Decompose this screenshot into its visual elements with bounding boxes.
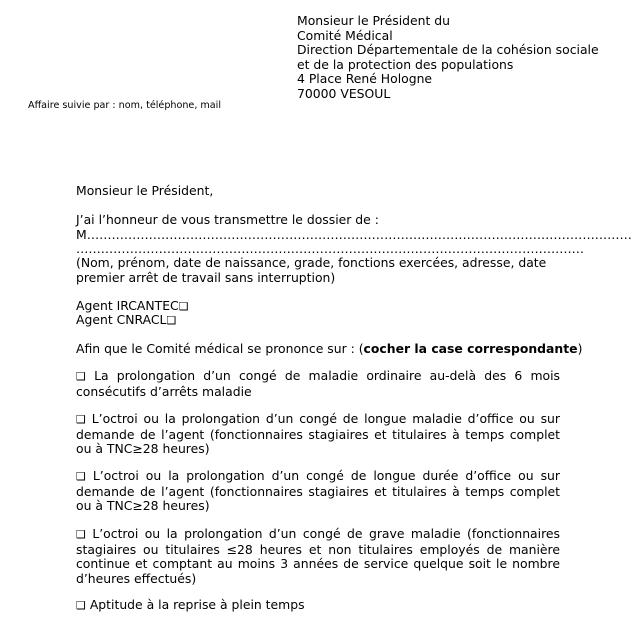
- recipient-line: et de la protection des populations: [297, 56, 514, 72]
- intro-line: J’ai l’honneur de vous transmettre le dossier de :: [76, 212, 379, 227]
- checkbox-option-3[interactable]: ❑: [76, 470, 86, 483]
- checkbox-ircantec[interactable]: ❑: [178, 300, 189, 313]
- checkbox-option-5[interactable]: ❑: [76, 599, 86, 612]
- recipient-line: Direction Départementale de la cohésion sociale: [297, 42, 599, 57]
- agent-cnracl-label: Agent CNRACL: [76, 312, 167, 327]
- option-longue-maladie: ❑ L’octroi ou la prolongation d’un congé de longue maladie d’office ou sur demande de l’agent (fonctionnaires stagiaires et titulaires à temps complet ou à TNC≥28 heures): [76, 411, 560, 457]
- affaire-suivie: Affaire suivie par : nom, téléphone, mail: [28, 100, 221, 111]
- details-hint: (Nom, prénom, date de naissance, grade, fonctions exercées, adresse, date premier arrêt de travail sans interruption): [76, 255, 547, 285]
- request-emphasis: cocher la case correspondante: [363, 341, 578, 356]
- agent-cnracl: [76, 313, 560, 329]
- agent-ircantec-label: Agent IRCANTEC: [76, 298, 179, 313]
- recipient-line: Monsieur le Président du: [297, 13, 450, 28]
- dotted-line-continued: ……………………………………………………………………………………………………………: [76, 241, 585, 256]
- recipient-line: Comité Médical: [297, 27, 393, 43]
- recipient-line: 70000 VESOUL: [297, 85, 391, 101]
- option-longue-duree: ❑ L’octroi ou la prolongation d’un congé de longue durée d’office ou sur demande de l’agent (fonctionnaires stagiaires et titulaires à temps complet ou à TNC≥28 heures): [76, 468, 560, 514]
- recipient-address: [297, 14, 599, 101]
- option-reprise-plein-temps: ❑ Aptitude à la reprise à plein temps: [76, 597, 305, 612]
- salutation: Monsieur le Président,: [76, 183, 214, 198]
- option-maladie-ordinaire: ❑ La prolongation d’un congé de maladie ordinaire au-delà des 6 mois consécutifs d’arrêts maladie: [76, 368, 560, 399]
- checkbox-option-2[interactable]: ❑: [76, 413, 86, 426]
- checkbox-option-1[interactable]: ❑: [76, 370, 86, 383]
- recipient-line: 4 Place René Hologne: [297, 71, 433, 86]
- checkbox-option-4[interactable]: ❑: [76, 528, 86, 541]
- dotted-line-name: M……………………………………………………………………………………………………………………: [76, 227, 632, 242]
- checkbox-cnracl[interactable]: ❑: [166, 314, 177, 327]
- request-line: Afin que le Comité médical se prononce sur : (cocher la case correspondante): [76, 341, 583, 356]
- option-grave-maladie: ❑ L’octroi ou la prolongation d’un congé de grave maladie (fonctionnaires stagiaires ou titulaires ≤28 heures et non titulaires employés de manière continue et comptant au moins 3 années de service quelque soit le nombre d’heures effectués): [76, 526, 560, 586]
